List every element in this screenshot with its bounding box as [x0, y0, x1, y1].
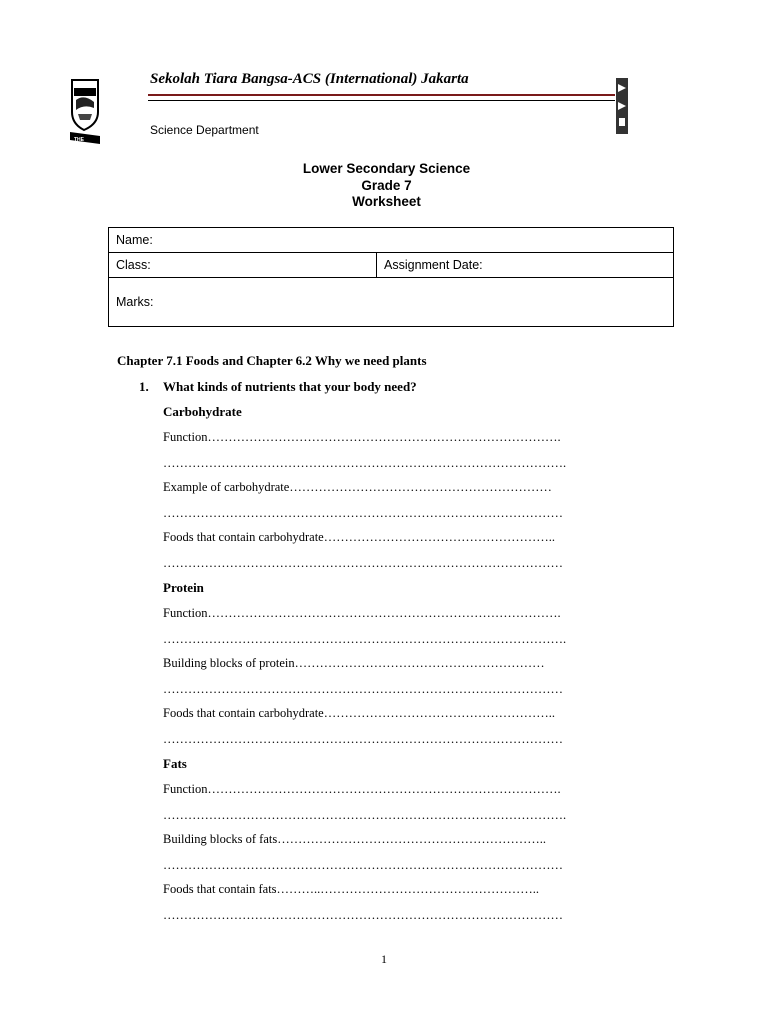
assignment-date-label: Assignment Date:: [384, 258, 483, 272]
course-title: Lower Secondary Science: [302, 161, 471, 176]
answer-line[interactable]: Function………………………………………………………………………….: [163, 606, 561, 620]
answer-line[interactable]: Example of carbohydrate………………………………………………………: [163, 480, 552, 494]
answer-line[interactable]: Building blocks of fats………………………………………………………..: [163, 832, 546, 846]
question-text: What kinds of nutrients that your body need?: [163, 379, 417, 394]
class-label: Class:: [116, 258, 151, 272]
answer-line[interactable]: ……………………………………………………………………………………: [163, 556, 563, 570]
school-crest-logo: [70, 78, 100, 146]
answer-line[interactable]: ……………………………………………………………………………………: [163, 732, 563, 746]
answer-line[interactable]: ……………………………………………………………………………………: [163, 858, 563, 872]
answer-line[interactable]: Building blocks of protein……………………………………………………: [163, 656, 545, 670]
section-title-protein: Protein: [163, 580, 204, 595]
right-crest-logo: [616, 78, 628, 134]
marks-field[interactable]: [109, 278, 674, 327]
name-label: Name:: [116, 233, 153, 247]
answer-line[interactable]: ……………………………………………………………………………………: [163, 506, 563, 520]
worksheet-title: Worksheet: [352, 194, 421, 209]
grade-title: Grade 7: [361, 177, 412, 193]
answer-line[interactable]: ……………………………………………………………………………………: [163, 682, 563, 696]
name-field[interactable]: [109, 228, 674, 253]
assignment-date-field[interactable]: [377, 253, 674, 278]
answer-line[interactable]: …………………………………………………………………………………….: [163, 808, 567, 822]
worksheet-title-block: [0, 161, 768, 211]
header-rule-black: [148, 100, 615, 101]
answer-line[interactable]: …………………………………………………………………………………….: [163, 632, 567, 646]
answer-line[interactable]: Foods that contain fats………..……………………………………………..: [163, 882, 540, 896]
question-number: 1.: [139, 379, 149, 394]
chapter-heading: Chapter 7.1 Foods and Chapter 6.2 Why we need plants: [117, 353, 427, 368]
class-field[interactable]: [109, 253, 377, 278]
answer-line[interactable]: Foods that contain carbohydrate………………………………………………..: [163, 530, 555, 544]
section-title-carbohydrate: Carbohydrate: [163, 404, 242, 419]
department-name: Science Department: [150, 123, 259, 137]
answer-line[interactable]: …………………………………………………………………………………….: [163, 456, 567, 470]
header-rule-red: [148, 94, 615, 96]
answer-line[interactable]: Foods that contain carbohydrate………………………………………………..: [163, 706, 555, 720]
school-name: Sekolah Tiara Bangsa-ACS (International) Jakarta: [150, 71, 469, 87]
answer-line[interactable]: ……………………………………………………………………………………: [163, 908, 563, 922]
student-info-table: [108, 227, 674, 327]
section-title-fats: Fats: [163, 756, 187, 771]
answer-line[interactable]: Function………………………………………………………………………….: [163, 430, 561, 444]
svg-text:THE: THE: [74, 137, 84, 143]
page-number: 1: [381, 952, 387, 966]
answer-line[interactable]: Function………………………………………………………………………….: [163, 782, 561, 796]
marks-label: Marks:: [116, 295, 154, 309]
